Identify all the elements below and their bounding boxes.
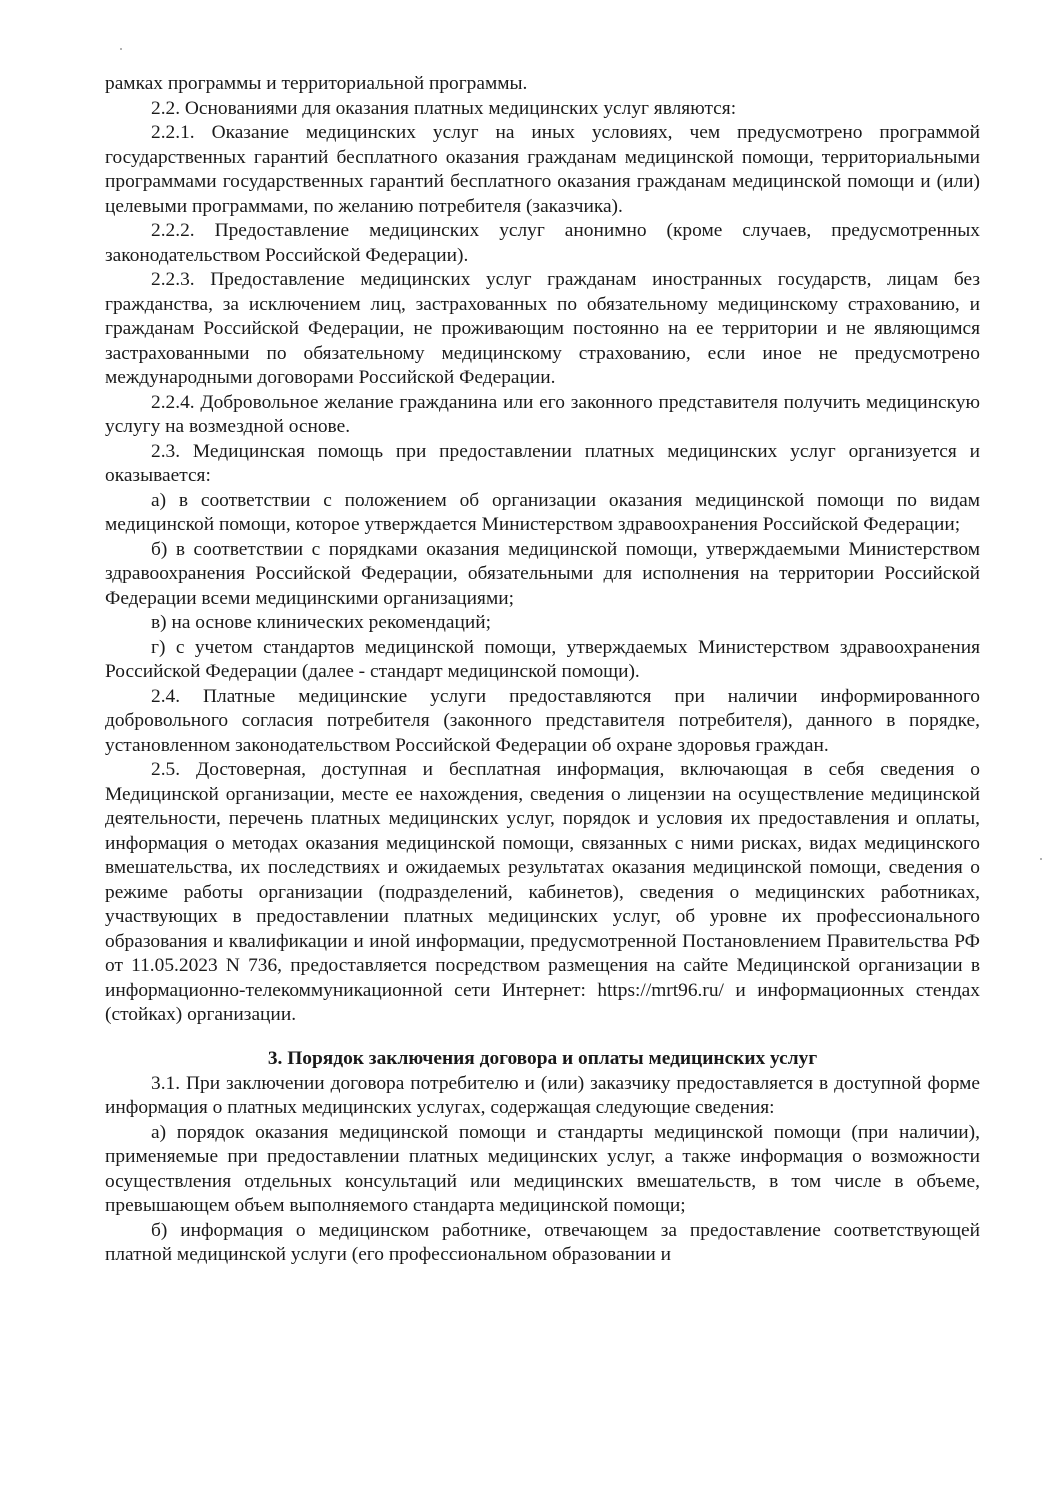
document-body [105, 72, 980, 1268]
paragraph: а) в соответствии с положением об организации оказания медицинской помощи по видам медицинской помощи, которое утверждается Министерством здравоохранения Российской Федерации; [105, 489, 980, 535]
paragraph: 2.5. Достоверная, доступная и бесплатная информация, включающая в себя сведения о Медицинской организации, месте ее нахождения, сведения о лицензии на осуществление медицинской деятельности, перечень платных медицинских услуг, порядок и условия их предоставления и оплаты, информация о методах оказания медицинской помощи, связанных с ними рисках, видах медицинского вмешательства, их последствиях и ожидаемых результатах оказания медицинской помощи, сведения о режиме работы организации (подразделений, кабинетов), сведения о медицинских работниках, участвующих в предоставлении платных медицинских услуг, об уровне их профессионального образования и квалификации и иной информации, предусмотренной Постановлением Правительства РФ от 11.05.2023 N 736, предоставляется посредством размещения на сайте Медицинской организации в информационно-телекоммуникационной сети Интернет: https://mrt96.ru/ и информационных стендах (стойках) организации. [105, 759, 980, 1025]
paragraph: 2.4. Платные медицинские услуги предоставляются при наличии информированного добровольного согласия потребителя (законного представителя потребителя), данного в порядке, установленном законодательством Российской Федерации об охране здоровья граждан. [105, 685, 980, 756]
section-heading: 3. Порядок заключения договора и оплаты медицинских услуг [267, 1047, 818, 1069]
scan-speck [120, 48, 122, 50]
paragraph: а) порядок оказания медицинской помощи и стандарты медицинской помощи (при наличии), применяемые при предоставлении платных медицинских услуг, а также информация о возможности осуществления отдельных консультаций или медицинских вмешательств, в том числе в объеме, превышающем объем выполняемого стандарта медицинской помощи; [105, 1121, 980, 1216]
paragraph: 2.2.4. Добровольное желание гражданина или его законного представителя получить медицинскую услугу на возмездной основе. [105, 391, 980, 437]
paragraph: б) в соответствии с порядками оказания медицинской помощи, утверждаемыми Министерством здравоохранения Российской Федерации, обязательными для исполнения на территории Российской Федерации всеми медицинскими организациями; [105, 538, 980, 609]
section-2-paragraphs [105, 72, 980, 1028]
paragraph: 2.2. Основаниями для оказания платных медицинских услуг являются: [151, 97, 737, 119]
paragraph: рамках программы и территориальной программы. [105, 73, 528, 94]
paragraph: 2.2.1. Оказание медицинских услуг на иных условиях, чем предусмотрено программой государственных гарантий бесплатного оказания гражданам медицинской помощи, территориальными программами государственных гарантий бесплатного оказания гражданам медицинской помощи и (или) целевыми программами, по желанию потребителя (заказчика). [105, 122, 980, 217]
paragraph: б) информация о медицинском работнике, отвечающем за предоставление соответствующей платной медицинской услуги (его профессиональном образовании и [105, 1219, 980, 1265]
paragraph: 2.3. Медицинская помощь при предоставлении платных медицинских услуг организуется и оказывается: [105, 440, 980, 486]
paragraph: г) с учетом стандартов медицинской помощи, утверждаемых Министерством здравоохранения Российской Федерации (далее - стандарт медицинской помощи). [105, 636, 980, 682]
paragraph: 3.1. При заключении договора потребителю и (или) заказчику предоставляется в доступной форме информация о платных медицинских услугах, содержащая следующие сведения: [105, 1072, 980, 1118]
section-3-paragraphs [105, 1072, 980, 1268]
paragraph: в) на основе клинических рекомендаций; [151, 612, 491, 633]
paragraph: 2.2.2. Предоставление медицинских услуг анонимно (кроме случаев, предусмотренных законодательством Российской Федерации). [105, 220, 980, 266]
paragraph: 2.2.3. Предоставление медицинских услуг гражданам иностранных государств, лицам без гражданства, за исключением лиц, застрахованных по обязательному медицинскому страхованию, и гражданам Российской Федерации, не проживающим постоянно на ее территории и не являющимся застрахованными по обязательному медицинскому страхованию, если иное не предусмотрено международными договорами Российской Федерации. [105, 269, 980, 388]
scan-speck [1040, 858, 1042, 860]
